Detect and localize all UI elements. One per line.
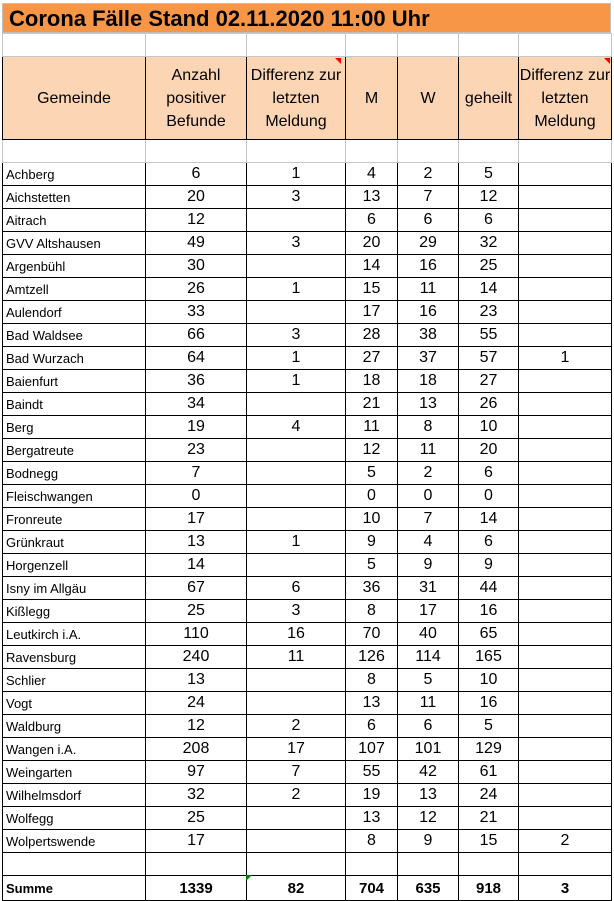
- value-cell[interactable]: [247, 301, 346, 324]
- value-cell[interactable]: 49: [146, 232, 247, 255]
- value-cell[interactable]: [247, 669, 346, 692]
- value-cell[interactable]: 17: [398, 600, 459, 623]
- value-cell[interactable]: 13: [146, 669, 247, 692]
- value-cell[interactable]: 16: [459, 692, 519, 715]
- value-cell[interactable]: 34: [146, 393, 247, 416]
- header-gemeinde[interactable]: Gemeinde: [3, 57, 146, 140]
- value-cell[interactable]: 14: [459, 508, 519, 531]
- value-cell[interactable]: 2: [519, 830, 612, 853]
- municipality-cell[interactable]: Schlier: [3, 669, 146, 692]
- value-cell[interactable]: 126: [346, 646, 398, 669]
- value-cell[interactable]: [519, 807, 612, 830]
- value-cell[interactable]: [519, 209, 612, 232]
- table-row: [3, 623, 612, 646]
- table-row: [3, 738, 612, 761]
- table-row: [3, 232, 612, 255]
- value-cell[interactable]: 19: [346, 784, 398, 807]
- value-cell[interactable]: 40: [398, 623, 459, 646]
- value-cell[interactable]: 110: [146, 623, 247, 646]
- value-cell[interactable]: 13: [146, 531, 247, 554]
- table-row: [3, 485, 612, 508]
- table-row: [3, 209, 612, 232]
- value-cell[interactable]: 6: [346, 209, 398, 232]
- value-cell[interactable]: 5: [459, 163, 519, 186]
- value-cell[interactable]: [519, 554, 612, 577]
- value-cell[interactable]: [519, 485, 612, 508]
- value-cell[interactable]: 21: [346, 393, 398, 416]
- value-cell[interactable]: 208: [146, 738, 247, 761]
- value-cell[interactable]: 1: [247, 347, 346, 370]
- cases-table: [2, 33, 612, 901]
- value-cell[interactable]: 19: [146, 416, 247, 439]
- value-cell[interactable]: 0: [398, 485, 459, 508]
- value-cell[interactable]: [247, 692, 346, 715]
- summary-value[interactable]: 918: [459, 876, 519, 901]
- value-cell[interactable]: 30: [146, 255, 247, 278]
- table-row: [3, 255, 612, 278]
- value-cell[interactable]: 15: [459, 830, 519, 853]
- value-cell[interactable]: 27: [346, 347, 398, 370]
- municipality-cell[interactable]: Baienfurt: [3, 370, 146, 393]
- municipality-cell[interactable]: Leutkirch i.A.: [3, 623, 146, 646]
- title-bar: [2, 3, 611, 33]
- value-cell[interactable]: 3: [247, 324, 346, 347]
- value-cell[interactable]: [519, 715, 612, 738]
- cell[interactable]: [3, 140, 146, 163]
- value-cell[interactable]: 36: [346, 577, 398, 600]
- value-cell[interactable]: 24: [459, 784, 519, 807]
- value-cell[interactable]: 16: [459, 600, 519, 623]
- municipality-cell[interactable]: Berg: [3, 416, 146, 439]
- value-cell[interactable]: [247, 209, 346, 232]
- header-geheilt[interactable]: geheilt: [459, 57, 519, 140]
- summary-value[interactable]: 1339: [146, 876, 247, 901]
- value-cell[interactable]: 13: [346, 807, 398, 830]
- value-cell[interactable]: 20: [459, 439, 519, 462]
- value-cell[interactable]: 23: [146, 439, 247, 462]
- value-cell[interactable]: 3: [247, 600, 346, 623]
- value-cell[interactable]: 26: [459, 393, 519, 416]
- cell[interactable]: [398, 853, 459, 876]
- cell[interactable]: [146, 853, 247, 876]
- summary-value[interactable]: 704: [346, 876, 398, 901]
- header-differenz-geheilt[interactable]: Differenz zur letzten Meldung: [519, 57, 612, 140]
- value-cell[interactable]: 4: [247, 416, 346, 439]
- value-cell[interactable]: 20: [146, 186, 247, 209]
- value-cell[interactable]: [519, 278, 612, 301]
- value-cell[interactable]: 6: [146, 163, 247, 186]
- comment-indicator: [335, 58, 341, 64]
- value-cell[interactable]: [519, 646, 612, 669]
- value-cell[interactable]: 6: [346, 715, 398, 738]
- table-row: [3, 462, 612, 485]
- table-row: [3, 692, 612, 715]
- value-cell[interactable]: [247, 255, 346, 278]
- value-cell[interactable]: 14: [146, 554, 247, 577]
- value-cell[interactable]: [519, 508, 612, 531]
- value-cell[interactable]: 65: [459, 623, 519, 646]
- value-cell[interactable]: [247, 508, 346, 531]
- value-cell[interactable]: 70: [346, 623, 398, 646]
- value-cell[interactable]: 1: [247, 531, 346, 554]
- value-cell[interactable]: 55: [346, 761, 398, 784]
- value-cell[interactable]: 6: [459, 531, 519, 554]
- value-cell[interactable]: 2: [398, 163, 459, 186]
- value-cell[interactable]: [519, 255, 612, 278]
- value-cell[interactable]: 44: [459, 577, 519, 600]
- value-cell[interactable]: 9: [346, 531, 398, 554]
- value-cell[interactable]: 67: [146, 577, 247, 600]
- municipality-cell[interactable]: Achberg: [3, 163, 146, 186]
- comment-indicator: [604, 58, 610, 64]
- municipality-cell[interactable]: Isny im Allgäu: [3, 577, 146, 600]
- value-cell[interactable]: 97: [146, 761, 247, 784]
- value-cell[interactable]: 17: [146, 508, 247, 531]
- value-cell[interactable]: 16: [247, 623, 346, 646]
- cell[interactable]: [146, 34, 247, 57]
- value-cell[interactable]: 11: [398, 278, 459, 301]
- value-cell[interactable]: 0: [459, 485, 519, 508]
- value-cell[interactable]: [519, 370, 612, 393]
- value-cell[interactable]: 12: [346, 439, 398, 462]
- municipality-cell[interactable]: Argenbühl: [3, 255, 146, 278]
- table-row: [3, 830, 612, 853]
- value-cell[interactable]: 10: [346, 508, 398, 531]
- municipality-cell[interactable]: Wolfegg: [3, 807, 146, 830]
- table-row: [3, 393, 612, 416]
- value-cell[interactable]: 2: [398, 462, 459, 485]
- municipality-cell[interactable]: Fronreute: [3, 508, 146, 531]
- header-differenz[interactable]: Differenz zur letzten Meldung: [247, 57, 346, 140]
- value-cell[interactable]: 6: [459, 462, 519, 485]
- value-cell[interactable]: 11: [247, 646, 346, 669]
- table-row: [3, 715, 612, 738]
- table-row: [3, 278, 612, 301]
- cell[interactable]: [346, 34, 398, 57]
- summary-row: [3, 876, 612, 901]
- value-cell[interactable]: 7: [398, 508, 459, 531]
- value-cell[interactable]: [247, 830, 346, 853]
- summary-value[interactable]: 82: [247, 876, 346, 901]
- value-cell[interactable]: 7: [146, 462, 247, 485]
- value-cell[interactable]: 0: [146, 485, 247, 508]
- value-cell[interactable]: 18: [398, 370, 459, 393]
- value-cell[interactable]: 7: [398, 186, 459, 209]
- value-cell[interactable]: 9: [398, 554, 459, 577]
- value-cell[interactable]: 5: [346, 554, 398, 577]
- cell[interactable]: [519, 34, 612, 57]
- table-row: [3, 554, 612, 577]
- municipality-cell[interactable]: Ravensburg: [3, 646, 146, 669]
- value-cell[interactable]: 2: [247, 784, 346, 807]
- value-cell[interactable]: 61: [459, 761, 519, 784]
- value-cell[interactable]: 11: [346, 416, 398, 439]
- table-row: [3, 347, 612, 370]
- value-cell[interactable]: 16: [398, 301, 459, 324]
- value-cell[interactable]: 5: [459, 715, 519, 738]
- value-cell[interactable]: 1: [247, 370, 346, 393]
- value-cell[interactable]: 13: [398, 784, 459, 807]
- value-cell[interactable]: 107: [346, 738, 398, 761]
- value-cell[interactable]: 6: [459, 209, 519, 232]
- value-cell[interactable]: [247, 485, 346, 508]
- formula-indicator: [246, 875, 252, 881]
- municipality-cell[interactable]: Bad Wurzach: [3, 347, 146, 370]
- table-row: [3, 324, 612, 347]
- header-row: [3, 57, 612, 140]
- value-cell[interactable]: 16: [398, 255, 459, 278]
- value-cell[interactable]: [519, 669, 612, 692]
- value-cell[interactable]: 1: [247, 163, 346, 186]
- municipality-cell[interactable]: Aichstetten: [3, 186, 146, 209]
- municipality-cell[interactable]: Weingarten: [3, 761, 146, 784]
- table-row: [3, 416, 612, 439]
- value-cell[interactable]: 29: [398, 232, 459, 255]
- value-cell[interactable]: 24: [146, 692, 247, 715]
- value-cell[interactable]: [519, 416, 612, 439]
- municipality-cell[interactable]: Vogt: [3, 692, 146, 715]
- value-cell[interactable]: 9: [459, 554, 519, 577]
- municipality-cell[interactable]: Aitrach: [3, 209, 146, 232]
- value-cell[interactable]: 38: [398, 324, 459, 347]
- value-cell[interactable]: 5: [346, 462, 398, 485]
- value-cell[interactable]: 20: [346, 232, 398, 255]
- value-cell[interactable]: 10: [459, 669, 519, 692]
- table-row: [3, 370, 612, 393]
- municipality-cell[interactable]: Waldburg: [3, 715, 146, 738]
- value-cell[interactable]: 5: [398, 669, 459, 692]
- table-row: [3, 784, 612, 807]
- value-cell[interactable]: 23: [459, 301, 519, 324]
- municipality-cell[interactable]: Bergatreute: [3, 439, 146, 462]
- value-cell[interactable]: 6: [398, 715, 459, 738]
- value-cell[interactable]: 8: [346, 600, 398, 623]
- value-cell[interactable]: [247, 462, 346, 485]
- municipality-cell[interactable]: Wolpertswende: [3, 830, 146, 853]
- header-w[interactable]: W: [398, 57, 459, 140]
- cell[interactable]: [398, 140, 459, 163]
- table-row: [3, 646, 612, 669]
- municipality-cell[interactable]: Baindt: [3, 393, 146, 416]
- municipality-cell[interactable]: GVV Altshausen: [3, 232, 146, 255]
- value-cell[interactable]: 17: [346, 301, 398, 324]
- value-cell[interactable]: 6: [398, 209, 459, 232]
- value-cell[interactable]: 0: [346, 485, 398, 508]
- value-cell[interactable]: 66: [146, 324, 247, 347]
- summary-label[interactable]: Summe: [3, 876, 146, 901]
- value-cell[interactable]: [519, 301, 612, 324]
- cell[interactable]: [247, 853, 346, 876]
- municipality-cell[interactable]: Bodnegg: [3, 462, 146, 485]
- value-cell[interactable]: 6: [247, 577, 346, 600]
- value-cell[interactable]: 4: [346, 163, 398, 186]
- value-cell[interactable]: 8: [346, 830, 398, 853]
- value-cell[interactable]: 10: [459, 416, 519, 439]
- header-m[interactable]: M: [346, 57, 398, 140]
- value-cell[interactable]: 240: [146, 646, 247, 669]
- value-cell[interactable]: [519, 738, 612, 761]
- municipality-cell[interactable]: Amtzell: [3, 278, 146, 301]
- table-row: [3, 577, 612, 600]
- blank-row: [3, 853, 612, 876]
- value-cell[interactable]: 165: [459, 646, 519, 669]
- cell[interactable]: [459, 853, 519, 876]
- value-cell[interactable]: 57: [459, 347, 519, 370]
- municipality-cell[interactable]: Wilhelmsdorf: [3, 784, 146, 807]
- value-cell[interactable]: [519, 600, 612, 623]
- value-cell[interactable]: [247, 439, 346, 462]
- value-cell[interactable]: [247, 554, 346, 577]
- cell[interactable]: [247, 34, 346, 57]
- value-cell[interactable]: [519, 577, 612, 600]
- value-cell[interactable]: [519, 784, 612, 807]
- value-cell[interactable]: 55: [459, 324, 519, 347]
- value-cell[interactable]: 1: [247, 278, 346, 301]
- value-cell[interactable]: 4: [398, 531, 459, 554]
- value-cell[interactable]: 32: [459, 232, 519, 255]
- value-cell[interactable]: 2: [247, 715, 346, 738]
- municipality-cell[interactable]: Fleischwangen: [3, 485, 146, 508]
- value-cell[interactable]: 12: [146, 209, 247, 232]
- value-cell[interactable]: 26: [146, 278, 247, 301]
- cell[interactable]: [3, 853, 146, 876]
- sheet-title: Corona Fälle Stand 02.11.2020 11:00 Uhr: [9, 6, 430, 31]
- municipality-cell[interactable]: Grünkraut: [3, 531, 146, 554]
- value-cell[interactable]: 13: [346, 186, 398, 209]
- cell[interactable]: [459, 140, 519, 163]
- table-row: [3, 508, 612, 531]
- table-row: [3, 163, 612, 186]
- cell[interactable]: [3, 34, 146, 57]
- value-cell[interactable]: 114: [398, 646, 459, 669]
- municipality-cell[interactable]: Horgenzell: [3, 554, 146, 577]
- value-cell[interactable]: 9: [398, 830, 459, 853]
- value-cell[interactable]: 18: [346, 370, 398, 393]
- value-cell[interactable]: [247, 393, 346, 416]
- table-row: [3, 301, 612, 324]
- cell[interactable]: [346, 140, 398, 163]
- value-cell[interactable]: [519, 186, 612, 209]
- value-cell[interactable]: 33: [146, 301, 247, 324]
- table-row: [3, 531, 612, 554]
- table-row: [3, 807, 612, 830]
- value-cell[interactable]: 32: [146, 784, 247, 807]
- value-cell[interactable]: 101: [398, 738, 459, 761]
- municipality-cell[interactable]: Aulendorf: [3, 301, 146, 324]
- value-cell[interactable]: 42: [398, 761, 459, 784]
- value-cell[interactable]: 129: [459, 738, 519, 761]
- header-anzahl[interactable]: Anzahl positiver Befunde: [146, 57, 247, 140]
- cell[interactable]: [519, 140, 612, 163]
- value-cell[interactable]: 28: [346, 324, 398, 347]
- cell[interactable]: [146, 140, 247, 163]
- value-cell[interactable]: [519, 761, 612, 784]
- value-cell[interactable]: 1: [519, 347, 612, 370]
- value-cell[interactable]: [519, 393, 612, 416]
- cell[interactable]: [247, 140, 346, 163]
- value-cell[interactable]: 64: [146, 347, 247, 370]
- value-cell[interactable]: 25: [146, 807, 247, 830]
- spacer-row: [3, 34, 612, 57]
- table-row: [3, 186, 612, 209]
- value-cell[interactable]: 17: [146, 830, 247, 853]
- table-body: [3, 34, 612, 901]
- value-cell[interactable]: 37: [398, 347, 459, 370]
- cell[interactable]: [398, 34, 459, 57]
- value-cell[interactable]: [519, 324, 612, 347]
- value-cell[interactable]: [519, 623, 612, 646]
- value-cell[interactable]: 12: [459, 186, 519, 209]
- table-row: [3, 669, 612, 692]
- value-cell[interactable]: [519, 163, 612, 186]
- municipality-cell[interactable]: Bad Waldsee: [3, 324, 146, 347]
- value-cell[interactable]: 15: [346, 278, 398, 301]
- value-cell[interactable]: 8: [398, 416, 459, 439]
- summary-value[interactable]: 3: [519, 876, 612, 901]
- value-cell[interactable]: 25: [146, 600, 247, 623]
- value-cell[interactable]: 3: [247, 186, 346, 209]
- cell[interactable]: [346, 853, 398, 876]
- value-cell[interactable]: 3: [247, 232, 346, 255]
- value-cell[interactable]: 12: [146, 715, 247, 738]
- value-cell[interactable]: 31: [398, 577, 459, 600]
- cell[interactable]: [459, 34, 519, 57]
- value-cell[interactable]: 17: [247, 738, 346, 761]
- value-cell[interactable]: 14: [459, 278, 519, 301]
- value-cell[interactable]: 12: [398, 807, 459, 830]
- cell[interactable]: [519, 853, 612, 876]
- table-row: [3, 439, 612, 462]
- table-row: [3, 600, 612, 623]
- value-cell[interactable]: [519, 692, 612, 715]
- value-cell[interactable]: 27: [459, 370, 519, 393]
- value-cell[interactable]: 36: [146, 370, 247, 393]
- value-cell[interactable]: [519, 462, 612, 485]
- value-cell[interactable]: 11: [398, 692, 459, 715]
- value-cell[interactable]: 13: [346, 692, 398, 715]
- value-cell[interactable]: [519, 232, 612, 255]
- summary-value[interactable]: 635: [398, 876, 459, 901]
- value-cell[interactable]: 11: [398, 439, 459, 462]
- value-cell[interactable]: 8: [346, 669, 398, 692]
- table-row: [3, 761, 612, 784]
- value-cell[interactable]: 13: [398, 393, 459, 416]
- municipality-cell[interactable]: Kißlegg: [3, 600, 146, 623]
- value-cell[interactable]: 25: [459, 255, 519, 278]
- value-cell[interactable]: [519, 439, 612, 462]
- value-cell[interactable]: [247, 807, 346, 830]
- value-cell[interactable]: [519, 531, 612, 554]
- gap-row: [3, 140, 612, 163]
- value-cell[interactable]: 7: [247, 761, 346, 784]
- municipality-cell[interactable]: Wangen i.A.: [3, 738, 146, 761]
- value-cell[interactable]: 14: [346, 255, 398, 278]
- value-cell[interactable]: 21: [459, 807, 519, 830]
